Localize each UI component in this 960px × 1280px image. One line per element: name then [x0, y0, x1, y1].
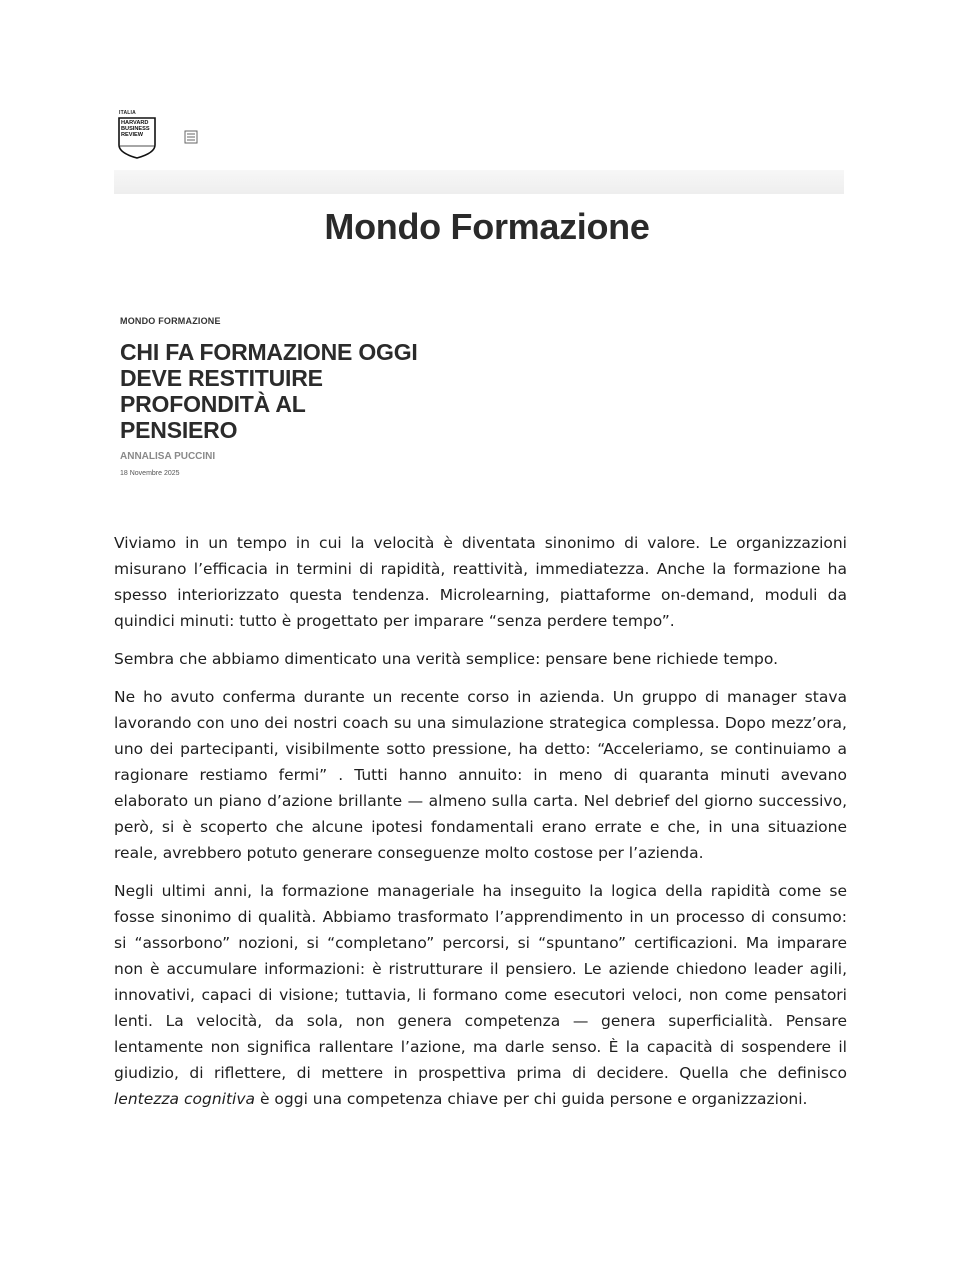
article-kicker[interactable]: MONDO FORMAZIONE	[120, 316, 221, 326]
logo-country: ITALIA	[119, 110, 136, 116]
article-headline[interactable]: CHI FA FORMAZIONE OGGI DEVE RESTITUIRE PROFONDITÀ AL PENSIERO	[120, 339, 418, 443]
paragraph-2: Sembra che abbiamo dimenticato una verità semplice: pensare bene richiede tempo.	[114, 650, 779, 668]
header-divider-band	[114, 170, 844, 194]
site-header	[118, 110, 838, 170]
logo-line: REVIEW	[121, 132, 144, 139]
paragraph-4-emphasis: lentezza cognitiva	[114, 1090, 256, 1108]
menu-list-icon[interactable]	[184, 130, 198, 144]
article-header	[120, 316, 540, 477]
logo-wordmark	[121, 120, 153, 139]
logo-line: BUSINESS	[121, 126, 150, 133]
paragraph-4-text-end: è oggi una competenza chiave per chi guida persone e organizzazioni.	[255, 1090, 808, 1108]
paragraph-3: Ne ho avuto conferma durante un recente corso in azienda. Un gruppo di manager stava lavorando con uno dei nostri coach su una simulazione strategica complessa. Dopo mezz’ora, uno dei partecipanti, visibilmente sotto pressione, ha detto: “Acceleriamo, se continuiamo a ragionare restiamo fermi” . Tutti hanno annuito: in meno di quaranta minuti avevano elaborato un piano d’azione brillante — almeno sulla carta. Nel debrief del giorno successivo, però, si è scoperto che alcune ipotesi fondamentali erano errate e che, in una situazione reale, avrebbero potuto generare conseguenze molto costose per l’azienda.	[114, 688, 847, 862]
section-title: Mondo Formazione	[324, 206, 650, 247]
paragraph-4-text-start: Negli ultimi anni, la formazione manageriale ha inseguito la logica della rapidità come se fosse sinonimo di qualità. Abbiamo trasformato l’apprendimento in un processo di consumo: si “assorbono” nozioni, si “completano” percorsi, si “spuntano” certificazioni. Ma imparare non è accumulare informazioni: è ristrutturare il pensiero. Le aziende chiedono leader agili, innovativi, capaci di visione; tuttavia, li formano come esecutori veloci, non come pensatori lenti. La velocità, da sola, non genera competenza — genera superficialità. Pensare lentamente non significa rallentare l’azione, ma darle senso. È la capacità di sospendere il giudizio, di riflettere, di mettere in prospettiva prima di decidere. Quella che definisco	[114, 882, 847, 1082]
article-date: 18 Novembre 2025	[120, 470, 180, 477]
paragraph-4	[114, 878, 847, 1112]
logo-line: HARVARD	[121, 120, 149, 126]
paragraph-1: Viviamo in un tempo in cui la velocità è diventata sinonimo di valore. Le organizzazioni misurano l’efficacia in termini di rapidità, reattività, immediatezza. Anche la formazione ha spesso interiorizzato questa tendenza. Microlearning, piattaforme on-demand, moduli da quindici minuti: tutto è progettato per imparare “senza perdere tempo”.	[114, 534, 847, 630]
article-body	[114, 530, 847, 1124]
article-author[interactable]: ANNALISA PUCCINI	[120, 451, 216, 462]
hbr-logo[interactable]	[118, 110, 158, 162]
